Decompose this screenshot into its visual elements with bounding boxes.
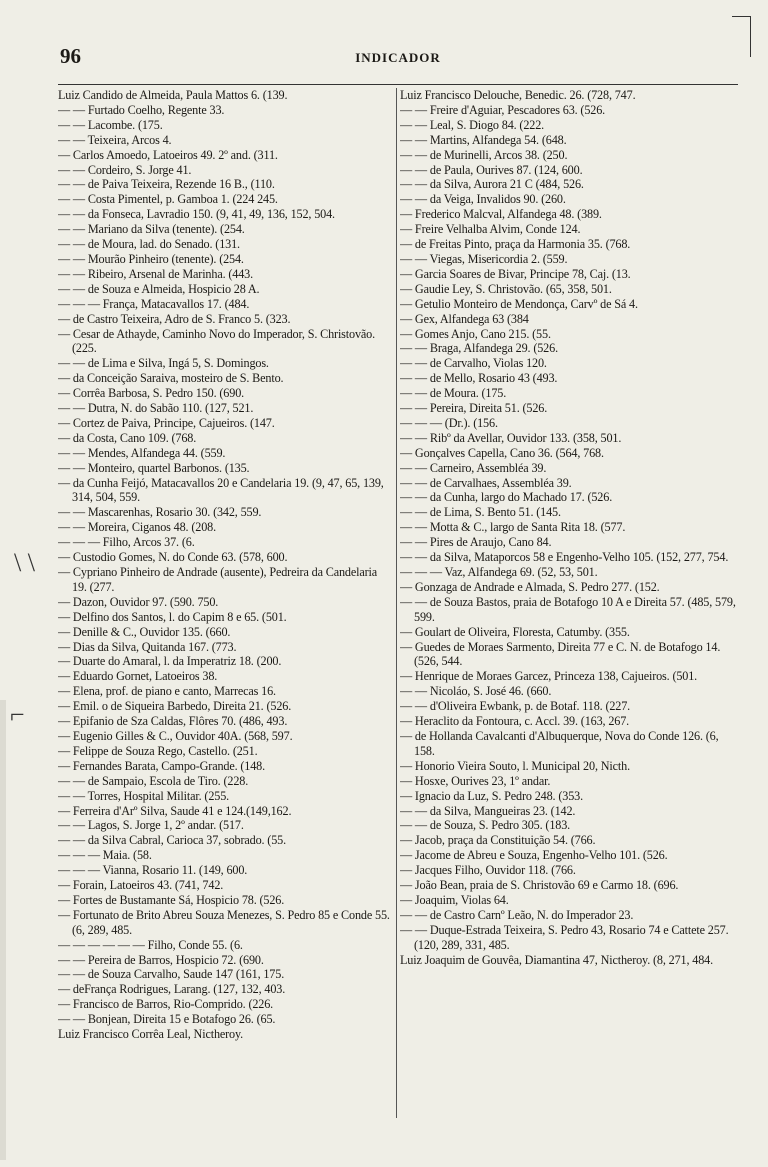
directory-entry: — — da Silva, Mangueiras 23. (142. xyxy=(400,803,576,818)
directory-entry: — — de Souza e Almeida, Hospicio 28 A. xyxy=(58,281,260,296)
directory-entry: — Gaudie Ley, S. Christovão. (65, 358, 501. xyxy=(400,281,612,296)
directory-entry: — — de Lima e Silva, Ingá 5, S. Domingos. xyxy=(58,356,269,371)
directory-entry: — Epifanio de Sza Caldas, Flôres 70. (486, 493. xyxy=(58,714,288,729)
directory-entry: — Fernandes Barata, Campo-Grande. (148. xyxy=(58,758,266,773)
directory-entry: — — da Silva, Aurora 21 C (484, 526. xyxy=(400,177,584,192)
running-head: INDICADOR xyxy=(355,50,441,65)
directory-entry: — Forain, Latoeiros 43. (741, 742. xyxy=(58,878,224,893)
directory-entry: — Cypriano Pinheiro de Andrade (ausente), Pedreira da Candelaria 19. (277. xyxy=(58,565,378,594)
directory-entry: — de Castro Teixeira, Adro de S. Franco 5. (323. xyxy=(58,311,291,326)
directory-entry: — Emil. o de Siqueira Barbedo, Direita 21. (526. xyxy=(58,699,292,714)
directory-entry: — Elena, prof. de piano e canto, Marrecas 16. xyxy=(58,684,276,699)
directory-entry: — Freire Velhalba Alvim, Conde 124. xyxy=(400,222,581,237)
directory-entry: — Guedes de Moraes Sarmento, Direita 77 e C. N. de Botafogo 14. (526, 544. xyxy=(400,639,721,669)
directory-entry: — — Torres, Hospital Militar. (255. xyxy=(58,788,230,803)
directory-entry: — — — Vaz, Alfandega 69. (52, 53, 501. xyxy=(400,565,598,579)
directory-entry: — — Bonjean, Direita 15 e Botafogo 26. (65. xyxy=(58,1012,276,1027)
directory-entry: — — Lacombe. (175. xyxy=(58,117,163,132)
margin-mark-slashes: \ \ xyxy=(14,548,35,577)
directory-entry: — de Hollanda Cavalcanti d'Albuquerque, Nova do Conde 126. (6, 158. xyxy=(400,728,719,758)
directory-entry: — — de Castro Carnº Leão, N. do Imperador 23. xyxy=(400,907,634,922)
directory-entry: — Heraclito da Fontoura, c. Accl. 39. (163, 267. xyxy=(400,714,630,729)
directory-entry: Luiz Joaquim de Gouvêa, Diamantina 47, Nictheroy. (8, 271, 484. xyxy=(400,952,713,967)
directory-entry: — Fortes de Bustamante Sá, Hospicio 78. (526. xyxy=(58,892,285,907)
header-rule xyxy=(58,84,738,85)
directory-entry: — — Leal, S. Diogo 84. (222. xyxy=(400,117,545,132)
directory-entry: — Jacome de Abreu e Souza, Engenho-Velho 101. (526. xyxy=(400,848,668,863)
directory-entry: — Dazon, Ouvidor 97. (590. 750. xyxy=(58,594,219,609)
directory-entry: — da Cunha Feijó, Matacavallos 20 e Candelaria 19. (9, 47, 65, 139, 314, 504, 559. xyxy=(58,475,384,505)
directory-entry: — — Motta & C., largo de Santa Rita 18. (577. xyxy=(400,520,626,535)
directory-entry: — Honorio Vieira Souto, l. Municipal 20, Nicth. xyxy=(400,758,630,773)
directory-entry: — João Bean, praia de S. Christovão 69 e Carmo 18. (696. xyxy=(400,878,679,893)
directory-entry: — — de Carvalho, Violas 120. xyxy=(400,356,547,371)
directory-entry: — Gonçalves Capella, Cano 36. (564, 768. xyxy=(400,445,604,460)
directory-entry: — — — França, Matacavallos 17. (484. xyxy=(58,296,250,311)
directory-entry: — deFrança Rodrigues, Larang. (127, 132, 403. xyxy=(58,982,286,997)
directory-entry: — Jacob, praça da Constituição 54. (766. xyxy=(400,833,596,848)
left-column xyxy=(58,88,394,1042)
directory-entry: Luiz Candido de Almeida, Paula Mattos 6. (139. xyxy=(58,88,288,102)
directory-entry: — — da Cunha, largo do Machado 17. (526. xyxy=(400,490,613,505)
directory-entry: — — Braga, Alfandega 29. (526. xyxy=(400,341,558,356)
directory-entry: — — de Souza, S. Pedro 305. (183. xyxy=(400,818,571,833)
directory-entry: — — de Carvalhaes, Assembléa 39. xyxy=(400,475,572,490)
directory-entry: — Hosxe, Ourives 23, 1º andar. xyxy=(400,773,551,788)
directory-entry: — Denille & C., Ouvidor 135. (660. xyxy=(58,624,231,639)
directory-entry: — — de Paula, Ourives 87. (124, 600. xyxy=(400,162,583,177)
directory-entry: — — Teixeira, Arcos 4. xyxy=(58,132,172,147)
directory-entry: — Henrique de Moraes Garcez, Princeza 138, Cajueiros. (501. xyxy=(400,669,698,684)
directory-entry: — — de Murinelli, Arcos 38. (250. xyxy=(400,147,568,162)
directory-entry: — Garcia Soares de Bivar, Principe 78, Caj. (13. xyxy=(400,266,631,281)
directory-entry: — — Mourão Pinheiro (tenente). (254. xyxy=(58,251,244,266)
directory-entry: — — de Paiva Teixeira, Rezende 16 B., (110. xyxy=(58,177,275,192)
directory-entry: — Francisco de Barros, Rio-Comprido. (226. xyxy=(58,997,274,1012)
directory-entry: Luiz Francisco Delouche, Benedic. 26. (728, 747. xyxy=(400,88,636,102)
directory-entry: — — Martins, Alfandega 54. (648. xyxy=(400,132,567,147)
directory-entry: — Delfino dos Santos, l. do Capim 8 e 65. (501. xyxy=(58,609,287,624)
directory-entry: — Duarte do Amaral, l. da Imperatriz 18. (200. xyxy=(58,654,282,669)
directory-entry: — — de Moura. (175. xyxy=(400,386,507,401)
directory-entry: — — de Lima, S. Bento 51. (145. xyxy=(400,505,561,520)
directory-entry: — Eduardo Gornet, Latoeiros 38. xyxy=(58,669,218,684)
directory-entry: — — d'Oliveira Ewbank, p. de Botaf. 118. (227. xyxy=(400,699,631,714)
margin-mark-bracket: ⌐ xyxy=(10,700,25,729)
directory-entry: — — Ribeiro, Arsenal de Marinha. (443. xyxy=(58,266,254,281)
directory-entry: — — Mendes, Alfandega 44. (559. xyxy=(58,445,226,460)
directory-entry: — Joaquim, Violas 64. xyxy=(400,892,509,907)
directory-entry: — — Lagos, S. Jorge 1, 2º andar. (517. xyxy=(58,818,244,833)
directory-entry: — da Costa, Cano 109. (768. xyxy=(58,430,197,445)
directory-entry: — Custodio Gomes, N. do Conde 63. (578, 600. xyxy=(58,550,288,565)
directory-entry: — — Dutra, N. do Sabão 110. (127, 521. xyxy=(58,401,254,416)
directory-entry: — — da Veiga, Invalidos 90. (260. xyxy=(400,192,566,207)
directory-entry: — — Costa Pimentel, p. Gamboa 1. (224 245. xyxy=(58,192,278,207)
directory-entry: — — Freire d'Aguiar, Pescadores 63. (526. xyxy=(400,102,606,117)
directory-entry: — — Monteiro, quartel Barbonos. (135. xyxy=(58,460,250,475)
directory-entry: — Gomes Anjo, Cano 215. (55. xyxy=(400,326,551,341)
directory-entry: — — Nicoláo, S. José 46. (660. xyxy=(400,684,552,699)
directory-entry: — Cortez de Paiva, Principe, Cajueiros. (147. xyxy=(58,415,275,430)
directory-entry: — — de Sampaio, Escola de Tiro. (228. xyxy=(58,773,249,788)
directory-entry: — — Ribº da Avellar, Ouvidor 133. (358, 501. xyxy=(400,430,622,445)
directory-entry: — Goulart de Oliveira, Floresta, Catumby. (355. xyxy=(400,624,630,639)
directory-entry: — — Moreira, Ciganos 48. (208. xyxy=(58,520,216,535)
directory-entry: — — Duque-Estrada Teixeira, S. Pedro 43, Rosario 74 e Cattete 257. (120, 289, 331, 485. xyxy=(400,922,729,952)
directory-entry: — Gonzaga de Andrade e Almada, S. Pedro 277. (152. xyxy=(400,579,660,594)
column-divider xyxy=(396,88,397,1118)
directory-entry: — Felippe de Souza Rego, Castello. (251. xyxy=(58,743,258,758)
directory-entry: — Gex, Alfandega 63 (384 xyxy=(400,311,529,326)
directory-entry: — Ferreira d'Arº Silva, Saude 41 e 124.(149,162. xyxy=(58,803,292,818)
directory-entry: — — — Filho, Arcos 37. (6. xyxy=(58,535,195,550)
page-number: 96 xyxy=(60,44,81,68)
directory-entry: — — da Silva, Mataporcos 58 e Engenho-Velho 105. (152, 277, 754. xyxy=(400,550,729,565)
directory-entry: — — Pereira de Barros, Hospicio 72. (690. xyxy=(58,952,264,967)
directory-entry: — Fortunato de Brito Abreu Souza Menezes, S. Pedro 85 e Conde 55. (6, 289, 485. xyxy=(58,907,390,937)
directory-entry: — — Mariano da Silva (tenente). (254. xyxy=(58,222,245,237)
directory-entry: — — — (Dr.). (156. xyxy=(400,415,498,430)
directory-entry: — — Mascarenhas, Rosario 30. (342, 559. xyxy=(58,505,262,520)
directory-entry: — — Pereira, Direita 51. (526. xyxy=(400,401,548,416)
page-header xyxy=(58,44,738,74)
directory-entry: — — Carneiro, Assembléa 39. xyxy=(400,460,547,475)
directory-entry: — Carlos Amoedo, Latoeiros 49. 2º and. (311. xyxy=(58,147,278,162)
directory-entry: — — Cordeiro, S. Jorge 41. xyxy=(58,162,192,177)
directory-entry: — — de Moura, lad. do Senado. (131. xyxy=(58,237,240,252)
directory-entry: — — Furtado Coelho, Regente 33. xyxy=(58,102,225,117)
page-binding-shadow xyxy=(0,700,6,1160)
directory-entry: — — Viegas, Misericordia 2. (559. xyxy=(400,251,568,266)
directory-entry: — — de Souza Bastos, praia de Botafogo 10 A e Direita 57. (485, 579, 599. xyxy=(400,594,736,624)
directory-entry: — — de Souza Carvalho, Saude 147 (161, 175. xyxy=(58,967,285,982)
directory-entry: — Eugenio Gilles & C., Ouvidor 40A. (568, 597. xyxy=(58,728,293,743)
directory-entry: — Cesar de Athayde, Caminho Novo do Imperador, S. Christovão. (225. xyxy=(58,326,376,356)
directory-entry: — — da Fonseca, Lavradio 150. (9, 41, 49, 136, 152, 504. xyxy=(58,207,335,222)
directory-entry: — — de Mello, Rosario 43 (493. xyxy=(400,371,558,386)
directory-entry: — — — — — — Filho, Conde 55. (6. xyxy=(58,937,243,952)
directory-entry: — — — Vianna, Rosario 11. (149, 600. xyxy=(58,863,248,878)
directory-entry: — de Freitas Pinto, praça da Harmonia 35. (768. xyxy=(400,237,631,252)
directory-entry: — Dias da Silva, Quitanda 167. (773. xyxy=(58,639,237,654)
directory-entry: Luiz Francisco Corrêa Leal, Nictheroy. xyxy=(58,1027,244,1042)
directory-entry: — da Conceição Saraiva, mosteiro de S. Bento. xyxy=(58,371,284,386)
directory-entry: — — Pires de Araujo, Cano 84. xyxy=(400,535,552,550)
directory-entry: — — da Silva Cabral, Carioca 37, sobrado. (55. xyxy=(58,833,286,848)
directory-entry: — Frederico Malcval, Alfandega 48. (389. xyxy=(400,207,602,222)
directory-entry: — — — Maia. (58. xyxy=(58,848,152,863)
directory-entry: — Corrêa Barbosa, S. Pedro 150. (690. xyxy=(58,386,245,401)
directory-entry: — Getulio Monteiro de Mendonça, Carvº de Sá 4. xyxy=(400,296,638,311)
directory-entry: — Jacques Filho, Ouvidor 118. (766. xyxy=(400,863,576,878)
right-column xyxy=(400,88,738,967)
directory-entry: — Ignacio da Luz, S. Pedro 248. (353. xyxy=(400,788,583,803)
